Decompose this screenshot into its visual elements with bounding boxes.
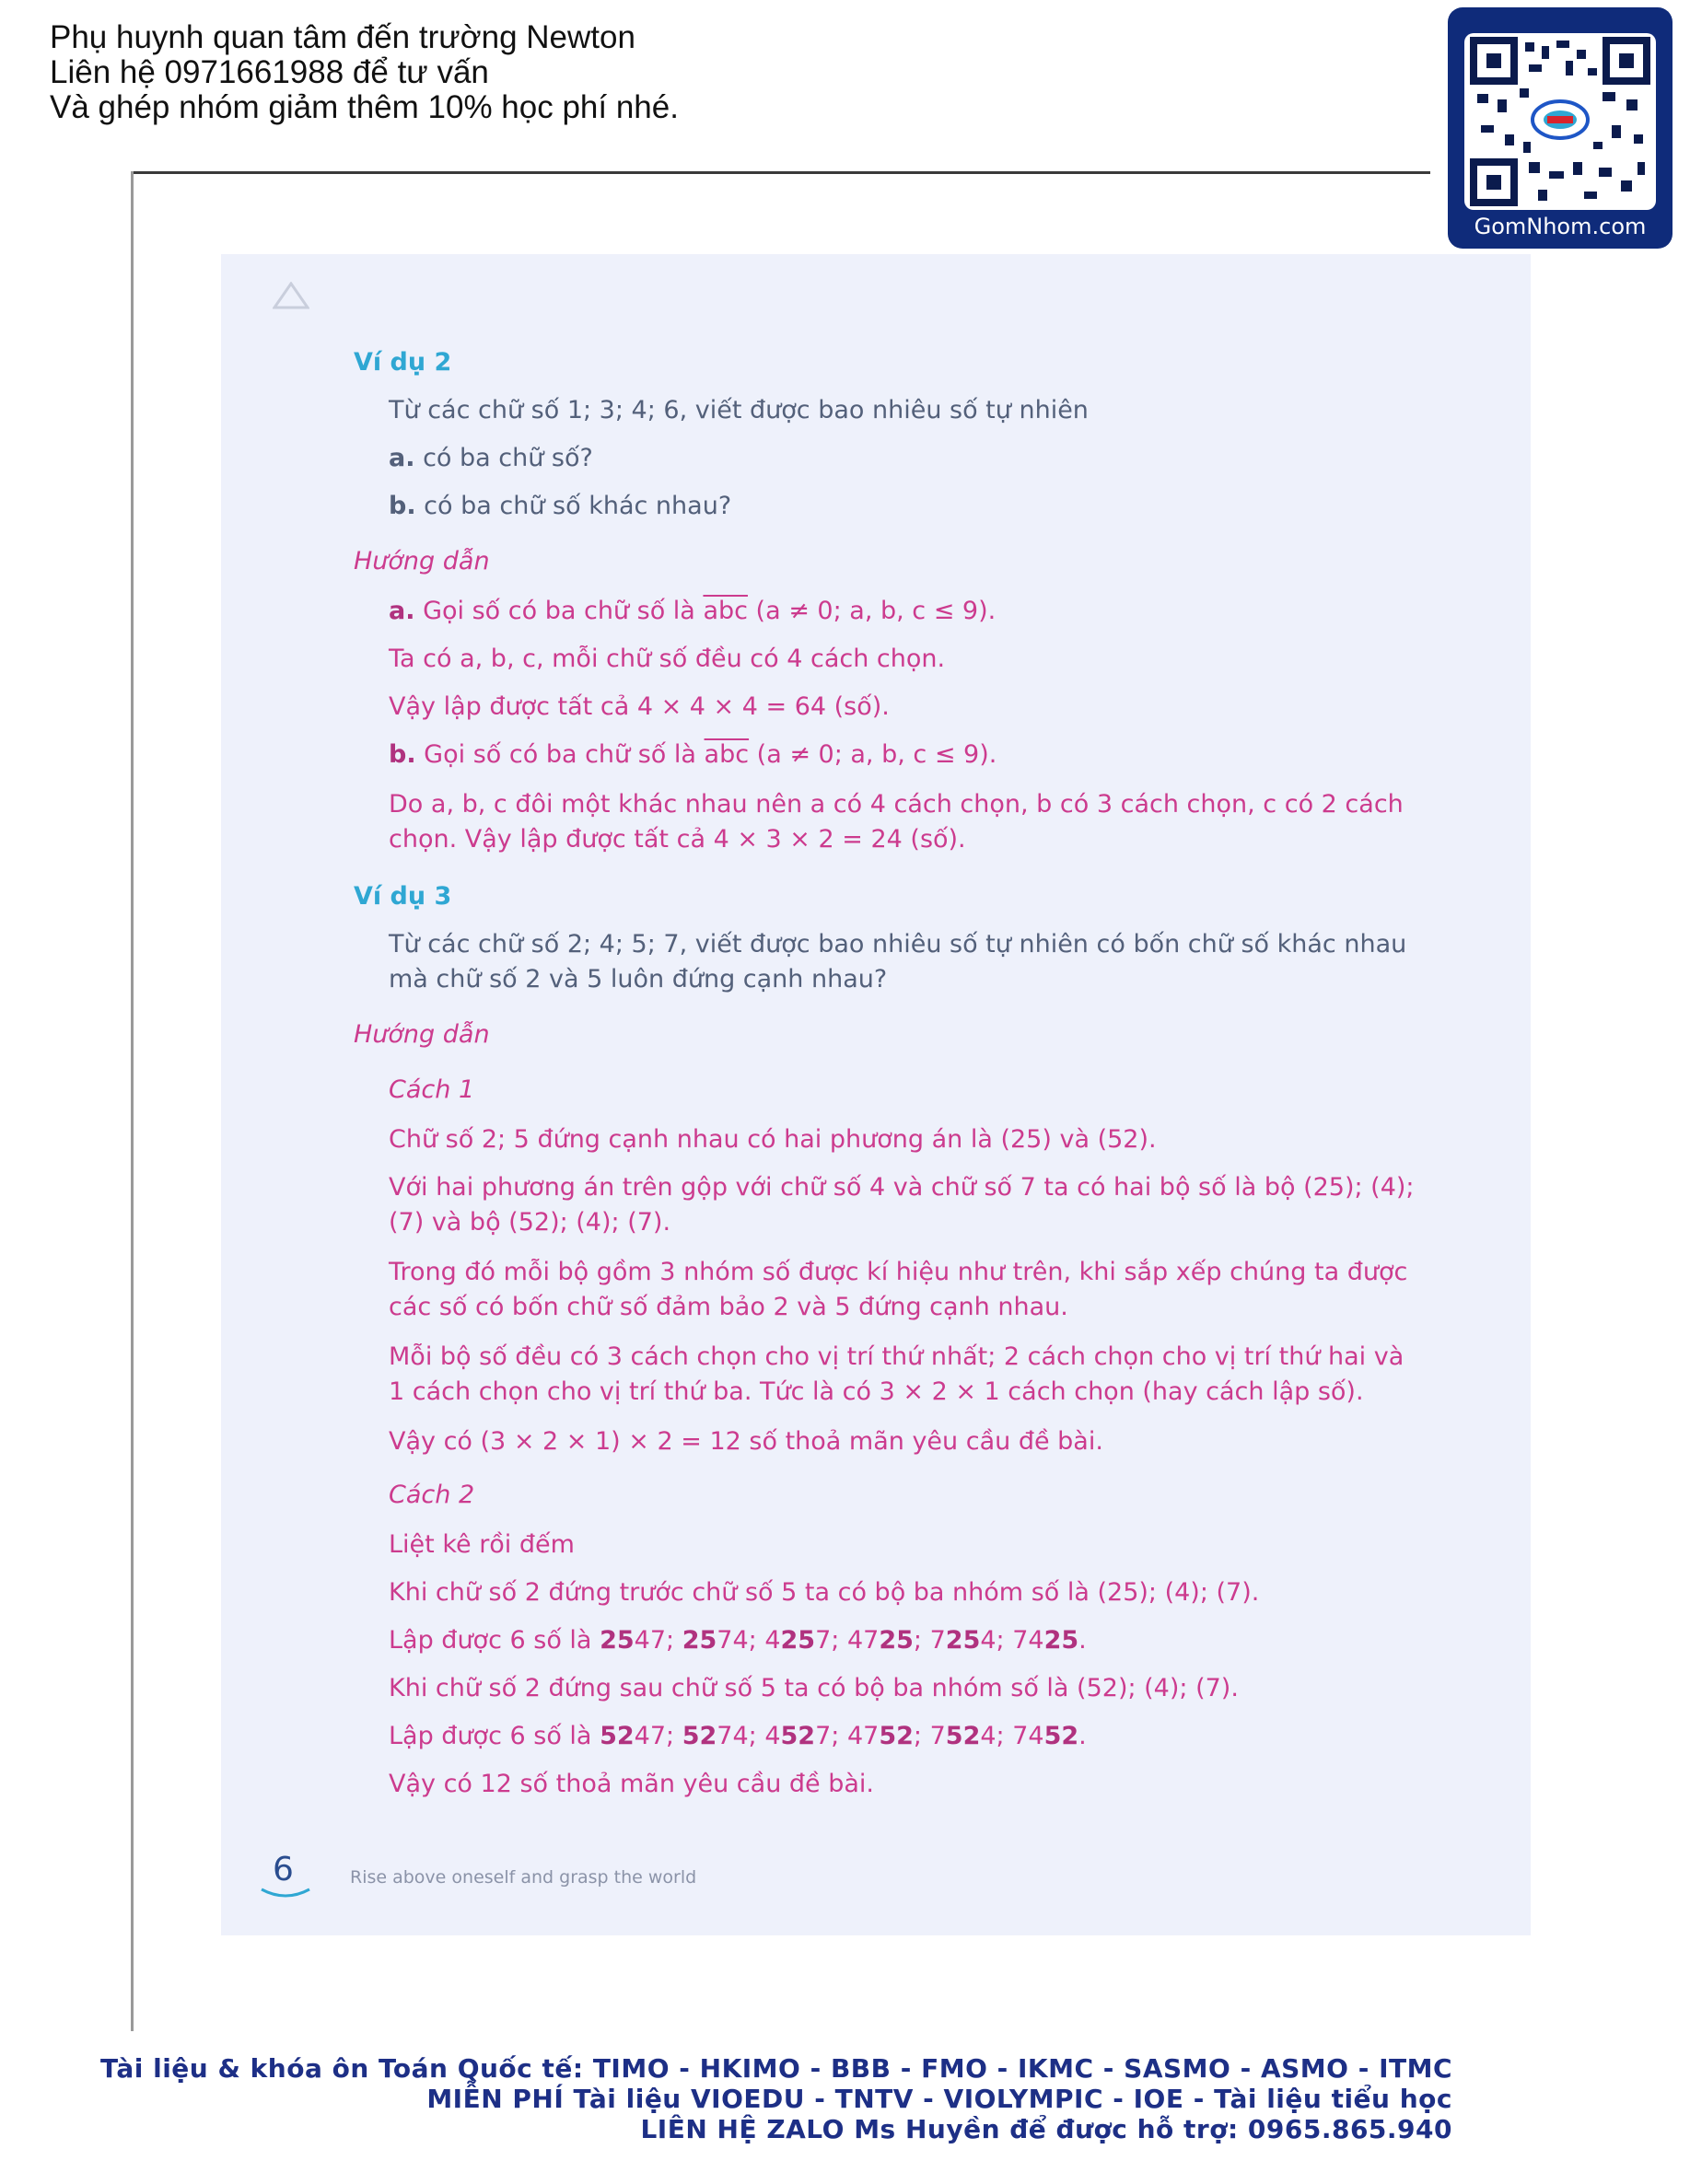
- example-2-guide-title: Hướng dẫn: [354, 547, 490, 575]
- page-arc-icon: [260, 1888, 311, 1900]
- example-2-part-a: a. có ba chữ số?: [389, 444, 593, 472]
- header-note-line-3: Và ghép nhóm giảm thêm 10% học phí nhé.: [50, 89, 679, 125]
- example-2-part-b: b. có ba chữ số khác nhau?: [389, 492, 732, 520]
- example-2-title: Ví dụ 2: [354, 348, 452, 377]
- method-2-line-6: Vậy có 12 số thoả mãn yêu cầu đề bài.: [389, 1770, 874, 1798]
- footer-line-2: MIỄN PHÍ Tài liệu VIOEDU - TNTV - VIOLYMPIC - IOE - Tài liệu tiểu học: [426, 2084, 1452, 2114]
- method-1-line-8: Vậy có (3 × 2 × 1) × 2 = 12 số thoả mãn yêu cầu đề bài.: [389, 1427, 1103, 1456]
- qr-code-icon: [1464, 33, 1656, 210]
- example-2-solution-a-3: Vậy lập được tất cả 4 × 4 × 4 = 64 (số).: [389, 692, 890, 721]
- header-note-line-1: Phụ huynh quan tâm đến trường Newton: [50, 19, 635, 55]
- scan-edge-top: [132, 171, 1430, 174]
- header-note-line-2: Liên hệ 0971661988 để tư vấn: [50, 54, 489, 90]
- example-2-solution-a: a. Gọi số có ba chữ số là $\overline{abc}$ (a ≠ 0; a, b, c ≤ 9).: [389, 597, 997, 625]
- header-note: [50, 20, 679, 125]
- number-item: 7452: [1012, 1722, 1079, 1750]
- method-1-line-4: Trong đó mỗi bộ gồm 3 nhóm số được kí hiệu như trên, khi sắp xếp chúng ta được: [389, 1258, 1408, 1286]
- footer-ad: [100, 2053, 1452, 2144]
- example-2-question: Từ các chữ số 1; 3; 4; 6, viết được bao nhiêu số tự nhiên: [389, 396, 1089, 424]
- footer-line-3: LIÊN HỆ ZALO Ms Huyền để được hỗ trợ: 0965.865.940: [640, 2114, 1452, 2144]
- page-number: 6: [273, 1851, 294, 1888]
- number-item: 4752: [846, 1722, 914, 1750]
- number-item: 5247: [600, 1722, 667, 1750]
- method-2-title: Cách 2: [389, 1481, 475, 1509]
- example-3-guide-title: Hướng dẫn: [354, 1020, 490, 1049]
- book-page: [221, 254, 1531, 1935]
- method-1-line-7: 1 cách chọn cho vị trí thứ ba. Tức là có 3 × 2 × 1 cách chọn (hay cách lập số).: [389, 1377, 1364, 1406]
- footer-line-1: Tài liệu & khóa ôn Toán Quốc tế: TIMO - HKIMO - BBB - FMO - IKMC - SASMO - ASMO - ITMC: [100, 2053, 1452, 2084]
- method-1-line-1: Chữ số 2; 5 đứng cạnh nhau có hai phương án là (25) và (52).: [389, 1125, 1157, 1154]
- example-2-solution-b-3: chọn. Vậy lập được tất cả 4 × 3 × 2 = 24 (số).: [389, 825, 966, 854]
- example-3-question-2: mà chữ số 2 và 5 luôn đứng cạnh nhau?: [389, 965, 888, 993]
- example-2-solution-a-2: Ta có a, b, c, mỗi chữ số đều có 4 cách chọn.: [389, 645, 946, 673]
- method-1-line-3: (7) và bộ (52); (4); (7).: [389, 1208, 671, 1237]
- method-1-line-5: các số có bốn chữ số đảm bảo 2 và 5 đứng cạnh nhau.: [389, 1293, 1068, 1321]
- method-2-line-5: Lập được 6 số là 5247; 5274; 4527; 4752; 7524; 7452.: [389, 1722, 1087, 1750]
- method-2-line-4: Khi chữ số 2 đứng sau chữ số 5 ta có bộ ba nhóm số là (52); (4); (7).: [389, 1674, 1239, 1702]
- qr-label: GomNhom.com: [1474, 214, 1647, 239]
- page-motto: Rise above oneself and grasp the world: [350, 1867, 697, 1888]
- method-2-line-2: Khi chữ số 2 đứng trước chữ số 5 ta có bộ ba nhóm số là (25); (4); (7).: [389, 1578, 1260, 1607]
- example-2-solution-b-2: Do a, b, c đôi một khác nhau nên a có 4 cách chọn, b có 3 cách chọn, c có 2 cách: [389, 790, 1404, 819]
- triangle-icon: [273, 282, 309, 309]
- method-1-line-2: Với hai phương án trên gộp với chữ số 4 và chữ số 7 ta có hai bộ số là bộ (25); (4);: [389, 1173, 1415, 1202]
- number-item: 7524: [929, 1722, 997, 1750]
- number-item: 7254: [929, 1626, 997, 1655]
- number-item: 7425: [1012, 1626, 1079, 1655]
- method-2-line-1: Liệt kê rồi đếm: [389, 1530, 575, 1559]
- example-3-title: Ví dụ 3: [354, 882, 452, 911]
- method-1-title: Cách 1: [389, 1075, 475, 1104]
- method-2-number-list-1: 2547; 2574; 4257; 4725; 7254; 7425.: [600, 1626, 1087, 1655]
- number-item: 4725: [846, 1626, 914, 1655]
- scan-edge-left: [131, 171, 134, 2031]
- number-item: 2547: [600, 1626, 667, 1655]
- qr-badge[interactable]: [1448, 7, 1673, 249]
- method-2-line-3: Lập được 6 số là 2547; 2574; 4257; 4725; 7254; 7425.: [389, 1626, 1087, 1655]
- number-item: 2574: [682, 1626, 749, 1655]
- number-item: 5274: [682, 1722, 749, 1750]
- method-2-number-list-2: 5247; 5274; 4527; 4752; 7524; 7452.: [600, 1722, 1087, 1750]
- method-1-line-6: Mỗi bộ số đều có 3 cách chọn cho vị trí thứ nhất; 2 cách chọn cho vị trí thứ hai và: [389, 1342, 1404, 1371]
- number-item: 4527: [764, 1722, 832, 1750]
- example-3-question-1: Từ các chữ số 2; 4; 5; 7, viết được bao nhiêu số tự nhiên có bốn chữ số khác nhau: [389, 930, 1407, 958]
- example-2-solution-b: b. Gọi số có ba chữ số là $\overline{abc}$ (a ≠ 0; a, b, c ≤ 9).: [389, 740, 997, 769]
- number-item: 4257: [764, 1626, 832, 1655]
